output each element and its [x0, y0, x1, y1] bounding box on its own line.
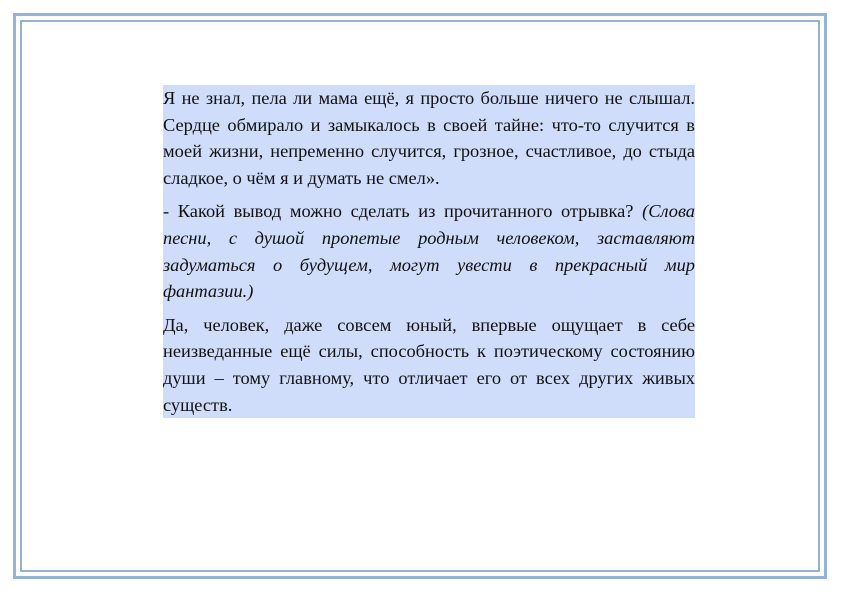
answer-text: (Слова песни, с душой пропетые родным человеком, заставляют задуматься о будущем, могут увести в прекрасный мир фантазии.): [163, 201, 695, 302]
question-text: - Какой вывод можно сделать из прочитанного отрывка?: [163, 201, 643, 222]
highlighted-text-block: [163, 85, 695, 418]
paragraph-question: [163, 198, 695, 304]
paragraph-conclusion: Да, человек, даже совсем юный, впервые ощущает в себе неизведанные ещё силы, способность к поэтическому состоянию души – тому главному, что отличает его от всех других живых существ.: [163, 314, 695, 415]
paragraph-quote-ending: Я не знал, пела ли мама ещё, я просто больше ничего не слышал. Сердце обмирало и замыкалось в своей тайне: что-то случится в моей жизни, непременно случится, грозное, счастливое, до стыда сладкое, о чём я и думать не смел».: [163, 88, 695, 188]
